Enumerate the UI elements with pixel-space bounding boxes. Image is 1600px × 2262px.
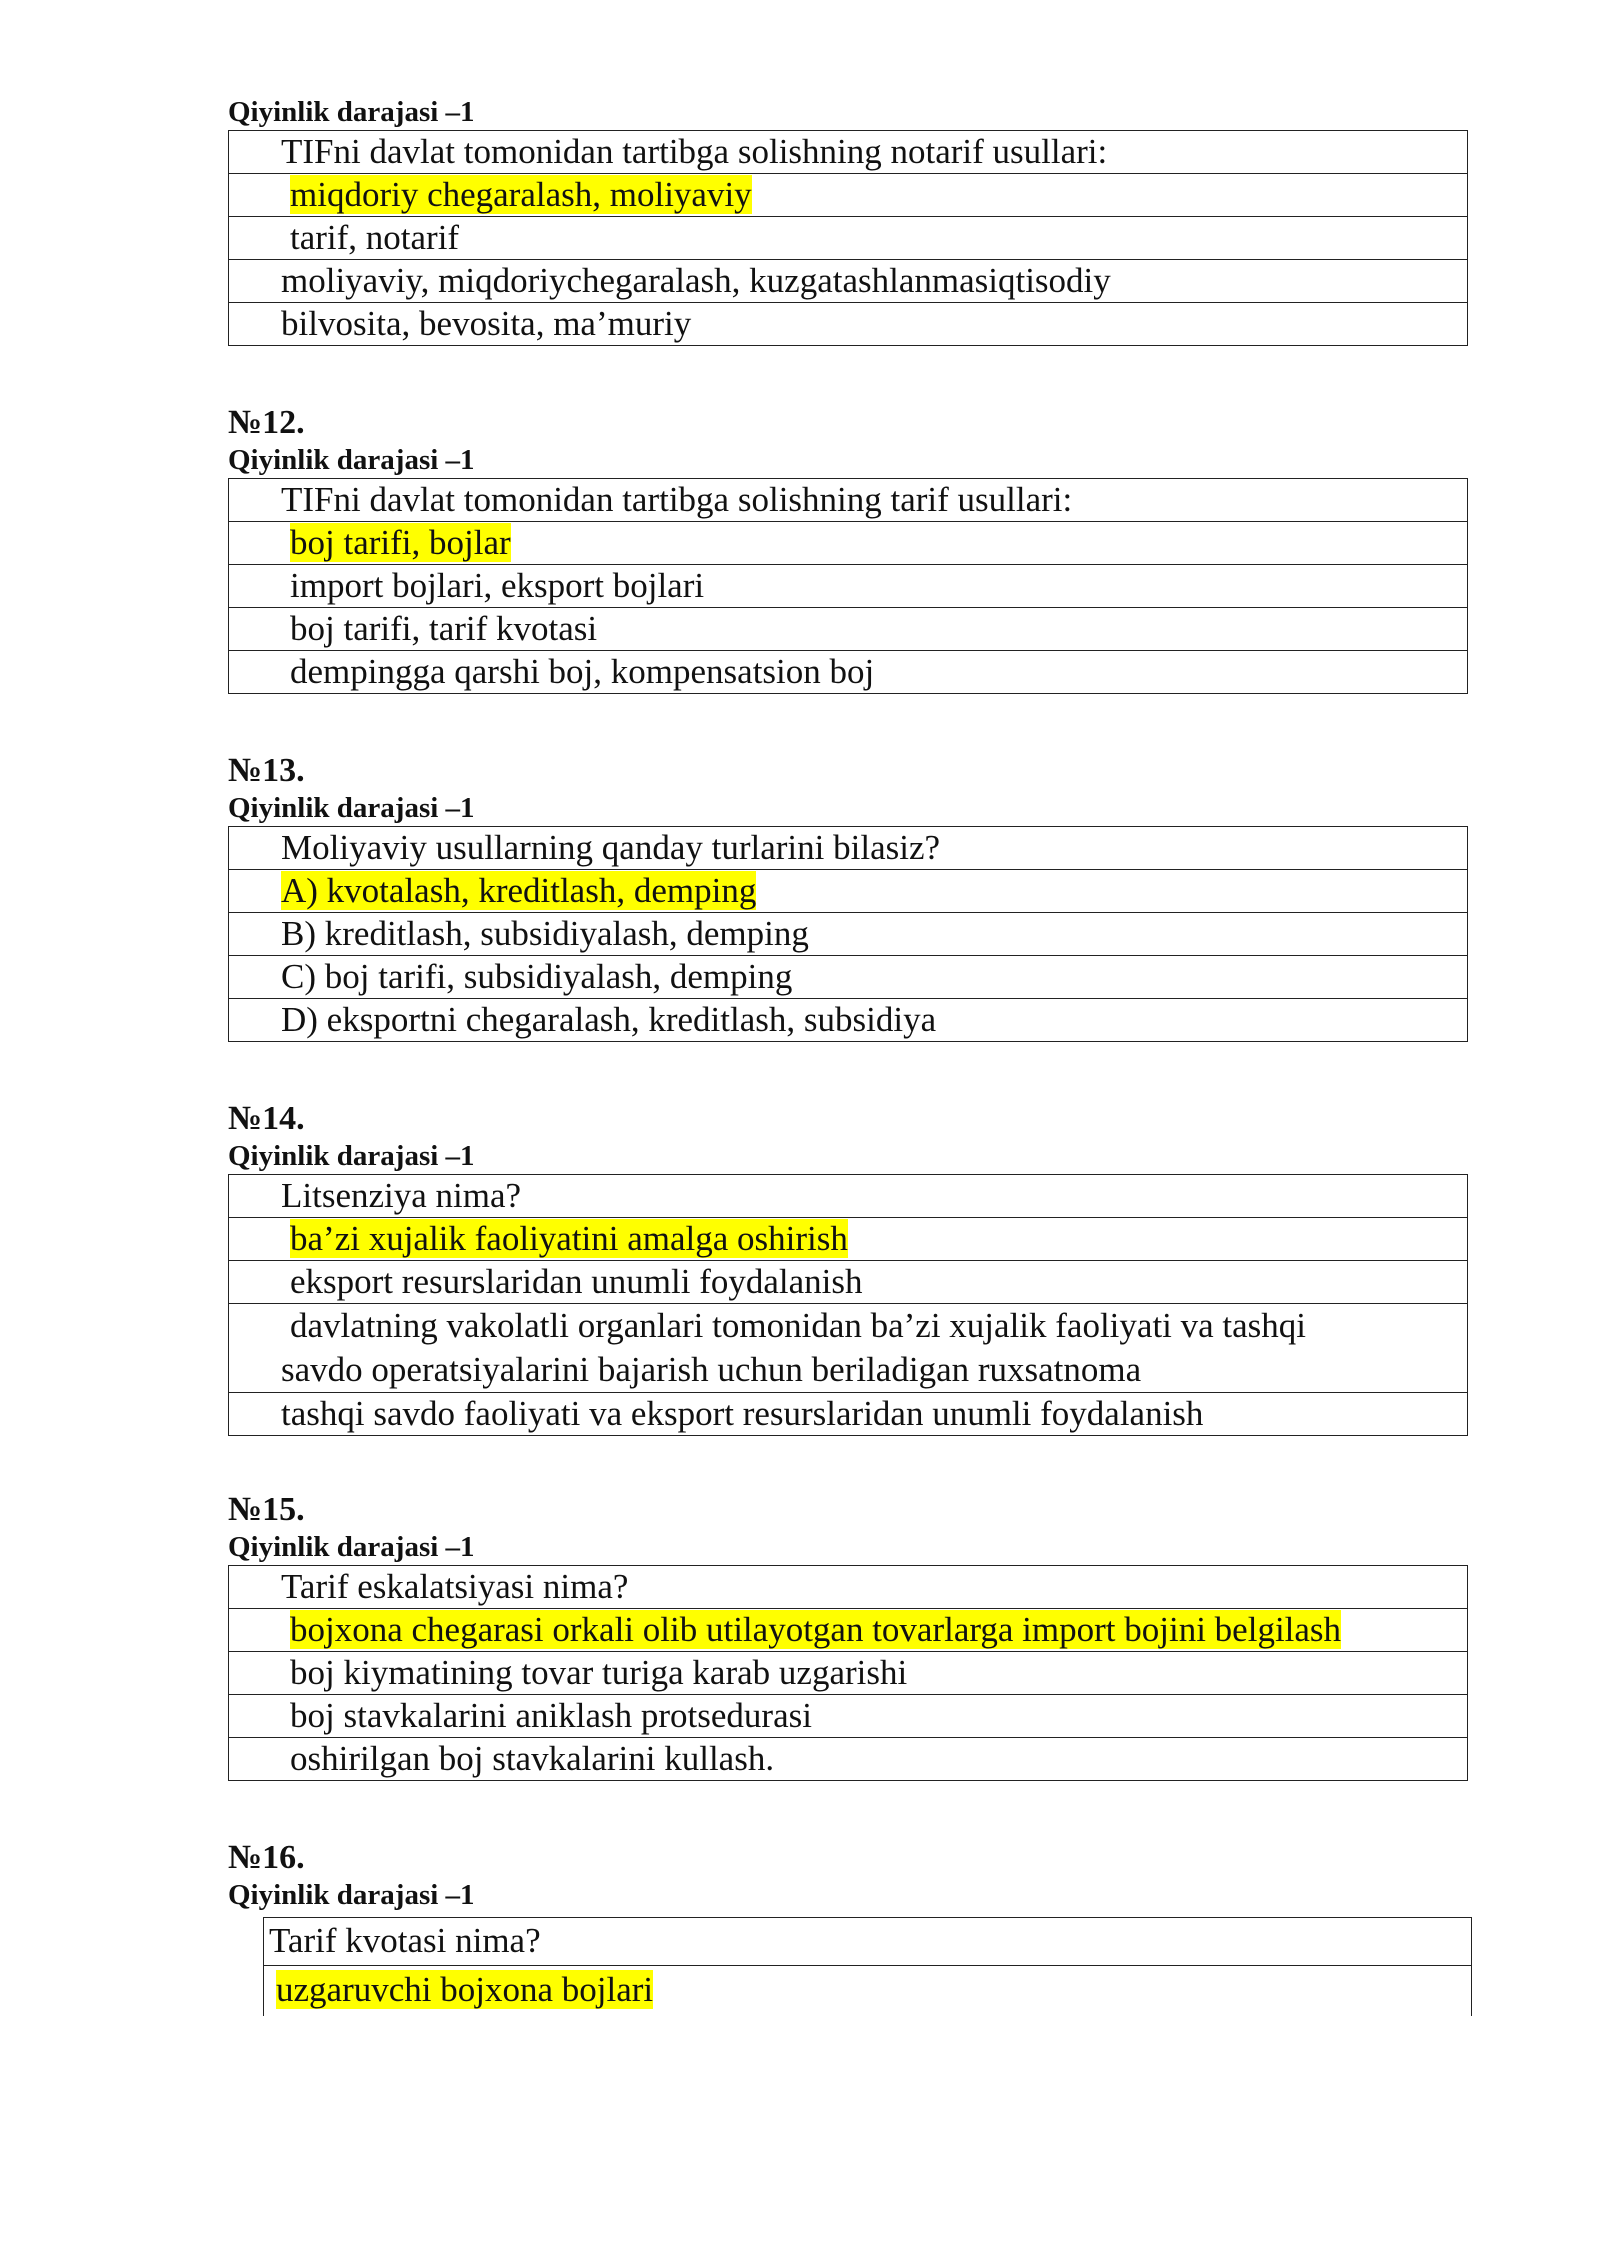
question-block-14 <box>228 1099 1468 1436</box>
answer-option: tashqi savdo faoliyati va eksport resurslaridan unumli foydalanish <box>229 1393 1468 1436</box>
answer-option: oshirilgan boj stavkalarini kullash. <box>229 1738 1468 1781</box>
question-number: №13. <box>228 752 305 789</box>
difficulty-level: Qiyinlik darajasi –1 <box>228 792 475 824</box>
answer-line: davlatning vakolatli organlari tomonidan ba’zi xujalik faoliyati va tashqi <box>290 1306 1307 1345</box>
answer-option <box>229 1609 1468 1652</box>
answer-option: tarif, notarif <box>229 217 1468 260</box>
answer-option <box>263 1966 1472 2016</box>
question-table-partial <box>263 1917 1472 2016</box>
question-text: Tarif eskalatsiyasi nima? <box>229 1566 1468 1609</box>
answer-option: bilvosita, bevosita, ma’muriy <box>229 303 1468 346</box>
question-table <box>228 826 1468 1042</box>
difficulty-level: Qiyinlik darajasi –1 <box>228 96 475 128</box>
answer-option <box>229 174 1468 217</box>
question-table <box>228 1174 1468 1436</box>
question-text: TIFni davlat tomonidan tartibga solishning notarif usullari: <box>229 131 1468 174</box>
difficulty-level: Qiyinlik darajasi –1 <box>228 1140 475 1172</box>
question-block-13 <box>228 751 1468 1042</box>
question-number: №15. <box>228 1491 305 1528</box>
correct-answer-highlight: ba’zi xujalik faoliyatini amalga oshirish <box>290 1219 848 1258</box>
question-text: Tarif kvotasi nima? <box>263 1917 1472 1966</box>
question-text: Litsenziya nima? <box>229 1175 1468 1218</box>
question-table <box>228 130 1468 346</box>
answer-option: dempingga qarshi boj, kompensatsion boj <box>229 651 1468 694</box>
question-text: TIFni davlat tomonidan tartibga solishning tarif usullari: <box>229 479 1468 522</box>
difficulty-level: Qiyinlik darajasi –1 <box>228 1879 475 1911</box>
correct-answer-highlight: bojxona chegarasi orkali olib utilayotgan tovarlarga import bojini belgilash <box>290 1610 1342 1649</box>
answer-option: import bojlari, eksport bojlari <box>229 565 1468 608</box>
question-block-15 <box>228 1490 1468 1781</box>
question-text: Moliyaviy usullarning qanday turlarini bilasiz? <box>229 827 1468 870</box>
answer-option <box>229 1304 1468 1393</box>
difficulty-level: Qiyinlik darajasi –1 <box>228 1531 475 1563</box>
question-number: №16. <box>228 1839 305 1876</box>
question-block-16 <box>228 1838 1468 1913</box>
question-block-12 <box>228 403 1468 694</box>
correct-answer-highlight: A) kvotalash, kreditlash, demping <box>281 871 757 910</box>
correct-answer-highlight: uzgaruvchi bojxona bojlari <box>276 1970 654 2009</box>
answer-option <box>229 870 1468 913</box>
correct-answer-highlight: miqdoriy chegaralash, moliyaviy <box>290 175 752 214</box>
answer-line: savdo operatsiyalarini bajarish uchun beriladigan ruxsatnoma <box>281 1350 1142 1389</box>
correct-answer-highlight: boj tarifi, bojlar <box>290 523 511 562</box>
answer-option <box>229 1218 1468 1261</box>
question-number: №12. <box>228 404 305 441</box>
question-table <box>228 478 1468 694</box>
answer-option: eksport resurslaridan unumli foydalanish <box>229 1261 1468 1304</box>
answer-option <box>229 522 1468 565</box>
question-number: №14. <box>228 1100 305 1137</box>
answer-option: D) eksportni chegaralash, kreditlash, subsidiya <box>229 999 1468 1042</box>
answer-option: C) boj tarifi, subsidiyalash, demping <box>229 956 1468 999</box>
answer-option: boj tarifi, tarif kvotasi <box>229 608 1468 651</box>
difficulty-level: Qiyinlik darajasi –1 <box>228 444 475 476</box>
question-block-11 <box>228 95 1468 346</box>
answer-option: B) kreditlash, subsidiyalash, demping <box>229 913 1468 956</box>
question-table <box>228 1565 1468 1781</box>
answer-option: boj stavkalarini aniklash protsedurasi <box>229 1695 1468 1738</box>
answer-option: boj kiymatining tovar turiga karab uzgarishi <box>229 1652 1468 1695</box>
answer-option: moliyaviy, miqdoriychegaralash, kuzgatashlanmasiqtisodiy <box>229 260 1468 303</box>
